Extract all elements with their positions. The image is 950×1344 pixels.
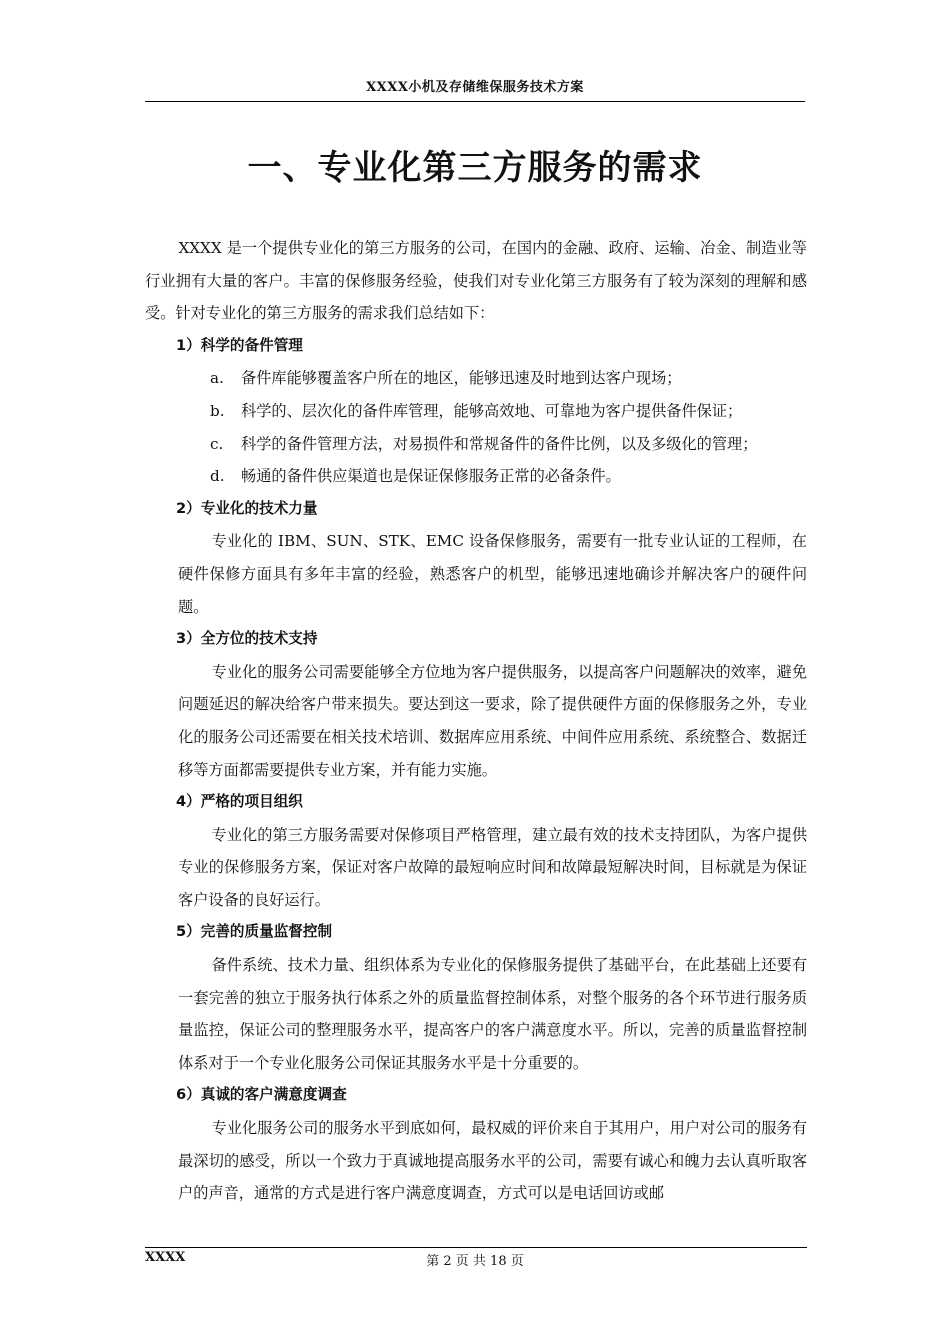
list-marker: c.	[210, 434, 224, 453]
page-number: 第 2 页 共 18 页	[426, 1254, 524, 1269]
section-paragraph: 专业化的第三方服务需要对保修项目严格管理，建立最有效的技术支持团队，为客户提供专业的保修服务方案，保证对客户故障的最短响应时间和故障最短解决时间，目标就是为保证客户设备的良好运行。	[178, 825, 807, 909]
section-heading: 2）专业化的技术力量	[176, 499, 318, 517]
section-paragraph: 专业化的服务公司需要能够全方位地为客户提供服务，以提高客户问题解决的效率，避免问题延迟的解决给客户带来损失。要达到这一要求，除了提供硬件方面的保修服务之外，专业化的服务公司还需要在相关技术培训、数据库应用系统、中间件应用系统、系统整合、数据迁移等方面都需要提供专业方案，并有能力实施。	[178, 662, 807, 779]
section-heading: 1）科学的备件管理	[176, 336, 303, 354]
intro-paragraph: XXXX 是一个提供专业化的第三方服务的公司，在国内的金融、政府、运输、冶金、制造业等行业拥有大量的客户。丰富的保修服务经验，使我们对专业化第三方服务有了较为深刻的理解和感受。针对专业化的第三方服务的需求我们总结如下：	[145, 239, 807, 323]
list-item	[145, 428, 807, 461]
list-marker: a.	[210, 369, 224, 388]
section-heading: 4）严格的项目组织	[176, 793, 303, 811]
section-paragraph: 专业化的 IBM、SUN、STK、EMC 设备保修服务，需要有一批专业认证的工程师，在硬件保修方面具有多年丰富的经验，熟悉客户的机型，能够迅速地确诊并解决客户的硬件问题。	[178, 532, 807, 616]
spare-parts-list	[145, 362, 807, 492]
section-paragraph: 专业化服务公司的服务水平到底如何，最权威的评价来自于其用户，用户对公司的服务有最深切的感受，所以一个致力于真诚地提高服务水平的公司，需要有诚心和魄力去认真听取客户的声音，通常的方式是进行客户满意度调查，方式可以是电话回访或邮	[178, 1119, 807, 1203]
list-marker: b.	[210, 401, 225, 420]
section-heading: 5）完善的质量监督控制	[176, 923, 333, 941]
section-heading: 6）真诚的客户满意度调查	[176, 1086, 347, 1104]
list-item-text: 畅通的备件供应渠道也是保证保修服务正常的必备条件。	[241, 467, 621, 486]
header-rule	[145, 101, 805, 102]
list-item-text: 科学的、层次化的备件库管理，能够高效地、可靠地为客户提供备件保证；	[241, 401, 743, 420]
footer-company: XXXX	[145, 1250, 186, 1265]
chapter-title: 一、专业化第三方服务的需求	[247, 148, 703, 188]
running-header: XXXX小机及存储维保服务技术方案	[366, 80, 584, 95]
body-text	[145, 232, 807, 1210]
section-heading: 3）全方位的技术支持	[176, 630, 318, 648]
list-item-text: 备件库能够覆盖客户所在的地区，能够迅速及时地到达客户现场；	[241, 369, 682, 388]
section-paragraph: 备件系统、技术力量、组织体系为专业化的保修服务提供了基础平台，在此基础上还要有一套完善的独立于服务执行体系之外的质量监督控制体系，对整个服务的各个环节进行服务质量监控，保证公司的整理服务水平，提高客户的客户满意度水平。所以，完善的质量监督控制体系对于一个专业化服务公司保证其服务水平是十分重要的。	[178, 956, 807, 1072]
list-item	[145, 395, 807, 428]
list-item	[145, 460, 807, 493]
list-item-text: 科学的备件管理方法，对易损件和常规备件的备件比例，以及多级化的管理；	[241, 434, 758, 453]
footer-rule	[145, 1247, 807, 1248]
list-item	[145, 362, 807, 395]
list-marker: d.	[210, 467, 225, 486]
